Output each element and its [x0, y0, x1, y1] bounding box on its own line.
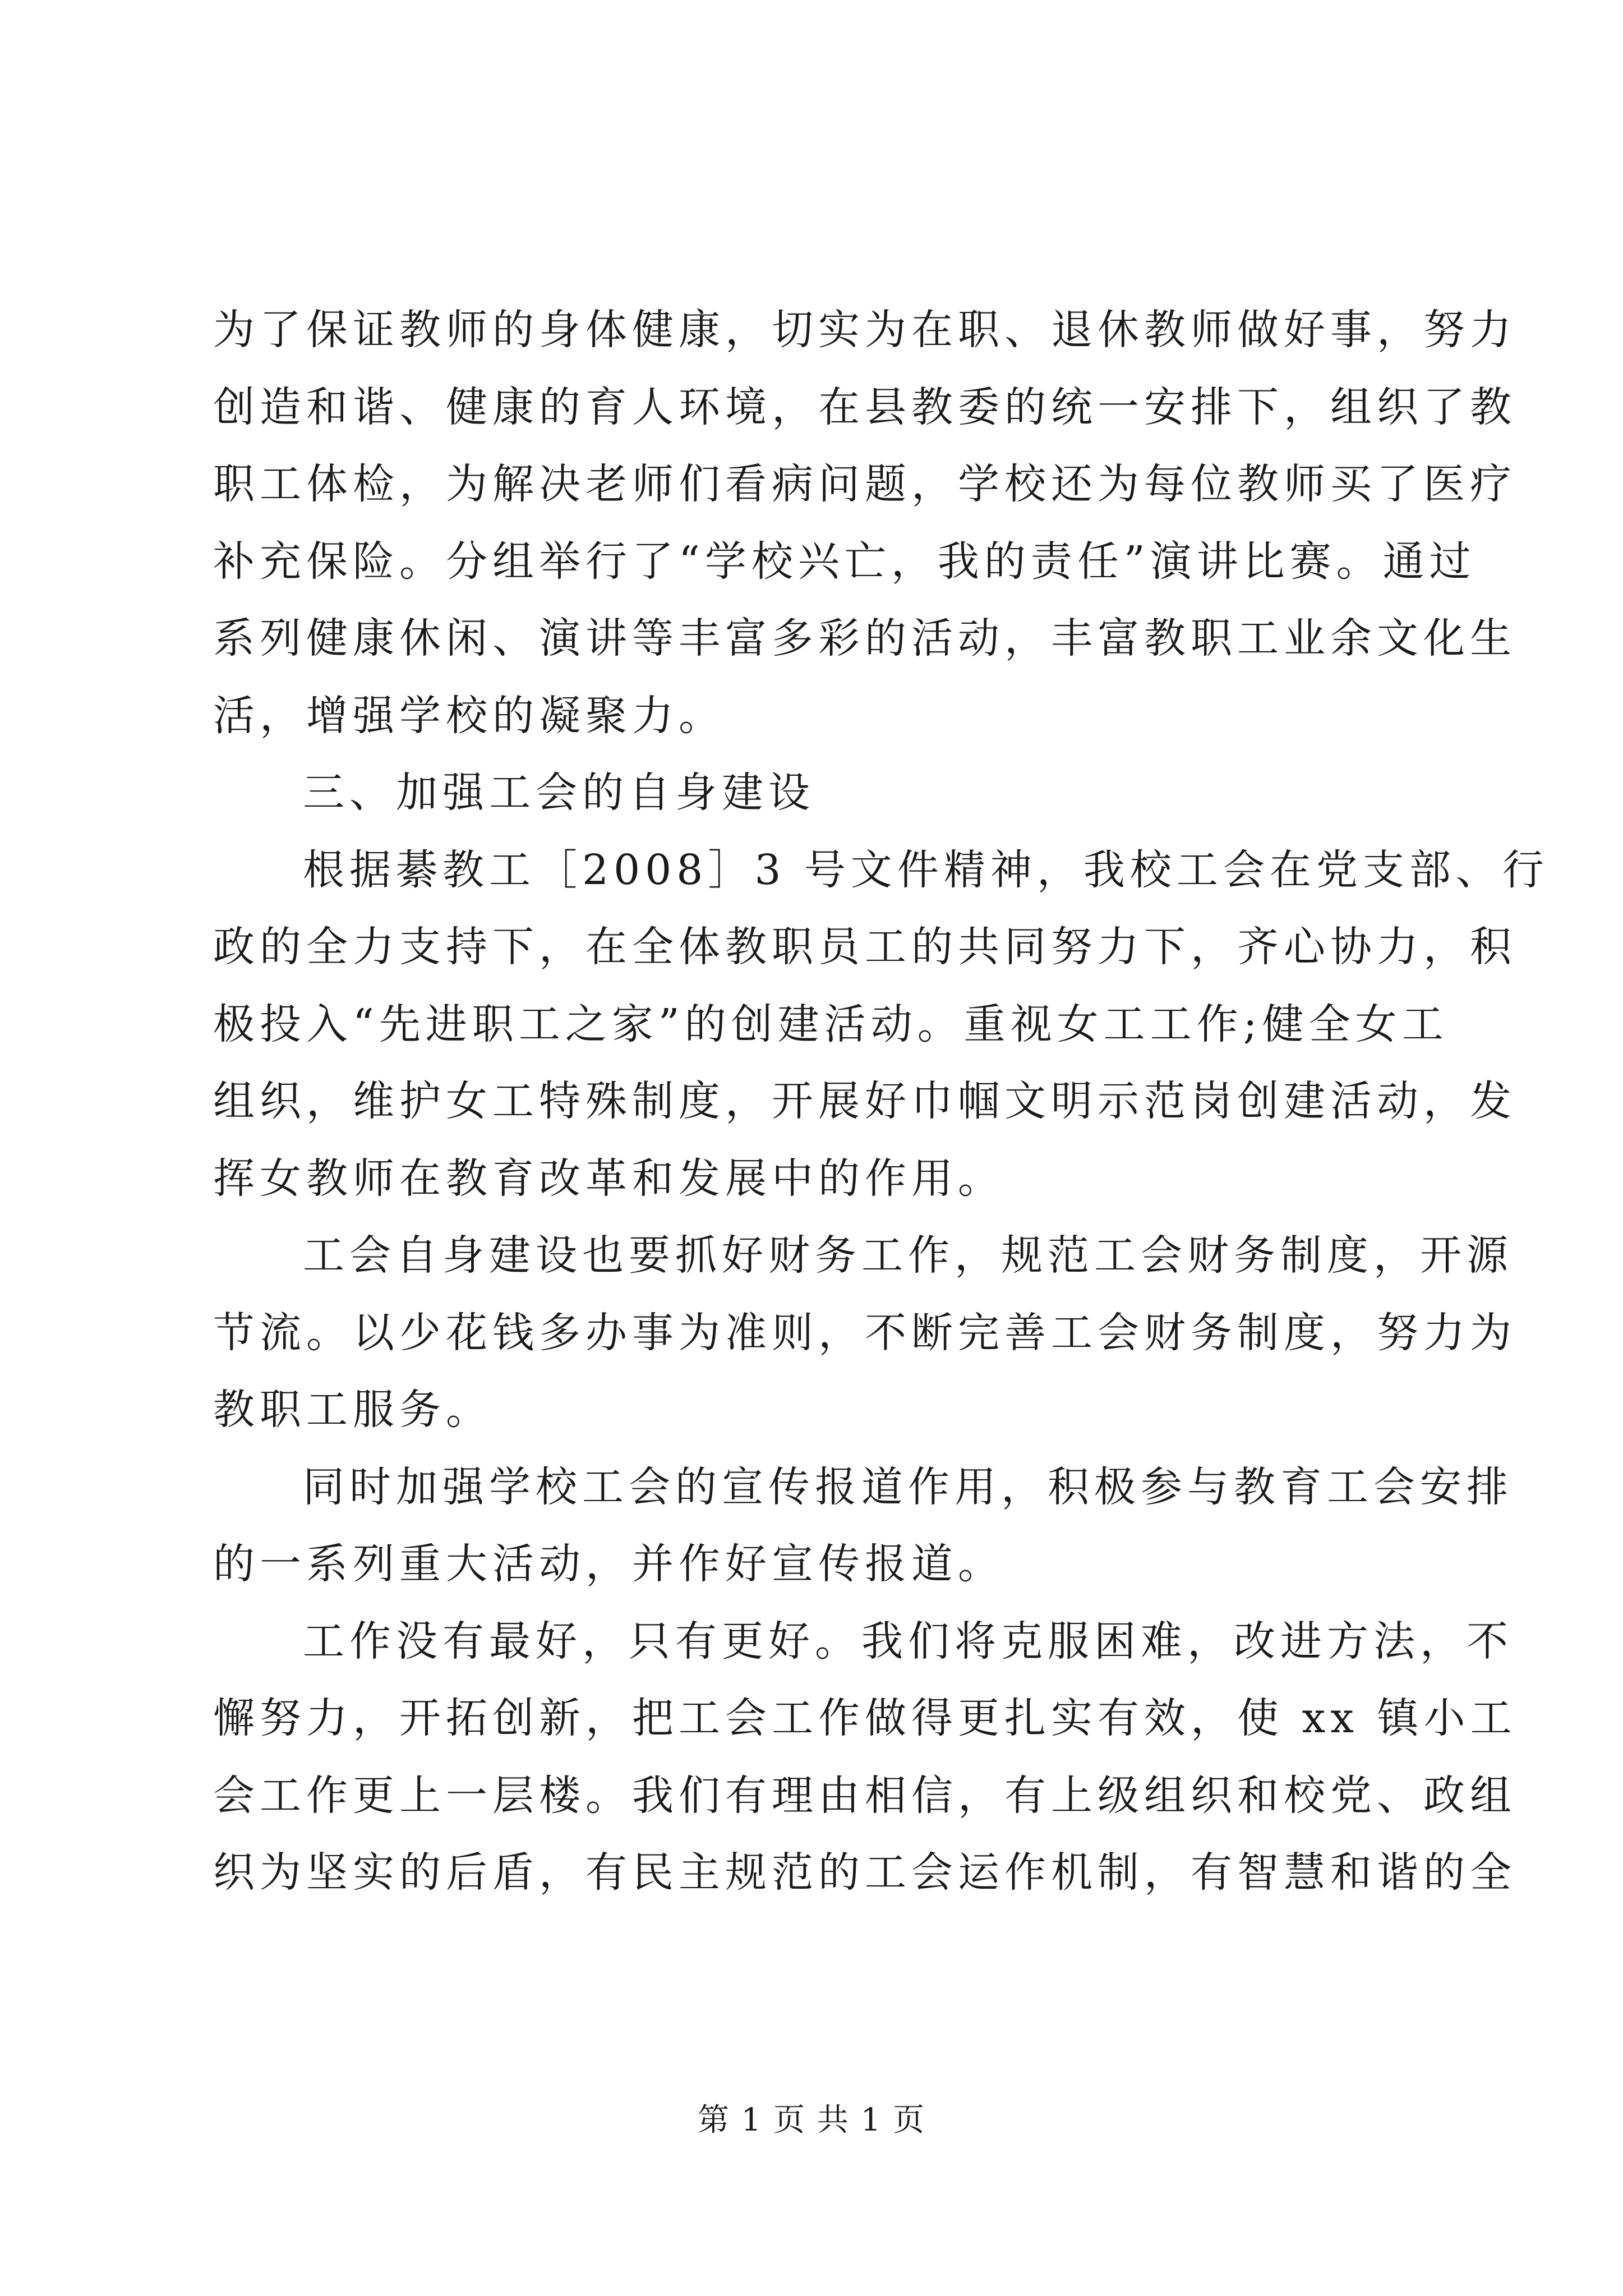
text-line: 织为坚实的后盾，有民主规范的工会运作机制，有智慧和谐的全	[213, 1848, 1516, 1897]
text-line: 组织，维护女工特殊制度，开展好巾帼文明示范岗创建活动，发	[213, 1077, 1516, 1125]
text-line: 根据綦教工［2008］3 号文件精神，我校工会在党支部、行	[303, 845, 1549, 894]
text-line: 补充保险。分组举行了“学校兴亡，我的责任”演讲比赛。通过	[213, 537, 1476, 586]
text-line: 为了保证教师的身体健康，切实为在职、退休教师做好事，努力	[213, 306, 1516, 354]
text-line: 工会自身建设也要抓好财务工作，规范工会财务制度，开源	[303, 1231, 1513, 1280]
text-line: 政的全力支持下，在全体教职员工的共同努力下，齐心协力，积	[213, 923, 1516, 971]
text-line: 教职工服务。	[213, 1386, 492, 1434]
text-line: 懈努力，开拓创新，把工会工作做得更扎实有效，使 xx 镇小工	[213, 1694, 1517, 1742]
text-line: 活，增强学校的凝聚力。	[213, 691, 725, 740]
text-line: 会工作更上一层楼。我们有理由相信，有上级组织和校党、政组	[213, 1771, 1516, 1820]
text-line: 挥女教师在教育改革和发展中的作用。	[213, 1154, 1004, 1203]
text-line: 同时加强学校工会的宣传报道作用，积极参与教育工会安排	[303, 1462, 1513, 1511]
text-line: 的一系列重大活动，并作好宣传报道。	[213, 1540, 1004, 1588]
section-heading: 三、加强工会的自身建设	[303, 769, 815, 817]
text-line: 系列健康休闲、演讲等丰富多彩的活动，丰富教职工业余文化生	[213, 614, 1516, 662]
text-line: 职工体检，为解决老师们看病问题，学校还为每位教师买了医疗	[213, 460, 1516, 508]
page-footer: 第 1 页 共 1 页	[697, 2102, 926, 2138]
text-line: 节流。以少花钱多办事为准则，不断完善工会财务制度，努力为	[213, 1308, 1516, 1357]
text-line: 工作没有最好，只有更好。我们将克服困难，改进方法，不	[303, 1617, 1513, 1665]
text-line: 极投入“先进职工之家”的创建活动。重视女工工作;健全女工	[213, 1000, 1449, 1048]
document-body	[213, 292, 1549, 1912]
text-line: 创造和谐、健康的育人环境，在县教委的统一安排下，组织了教	[213, 383, 1516, 431]
